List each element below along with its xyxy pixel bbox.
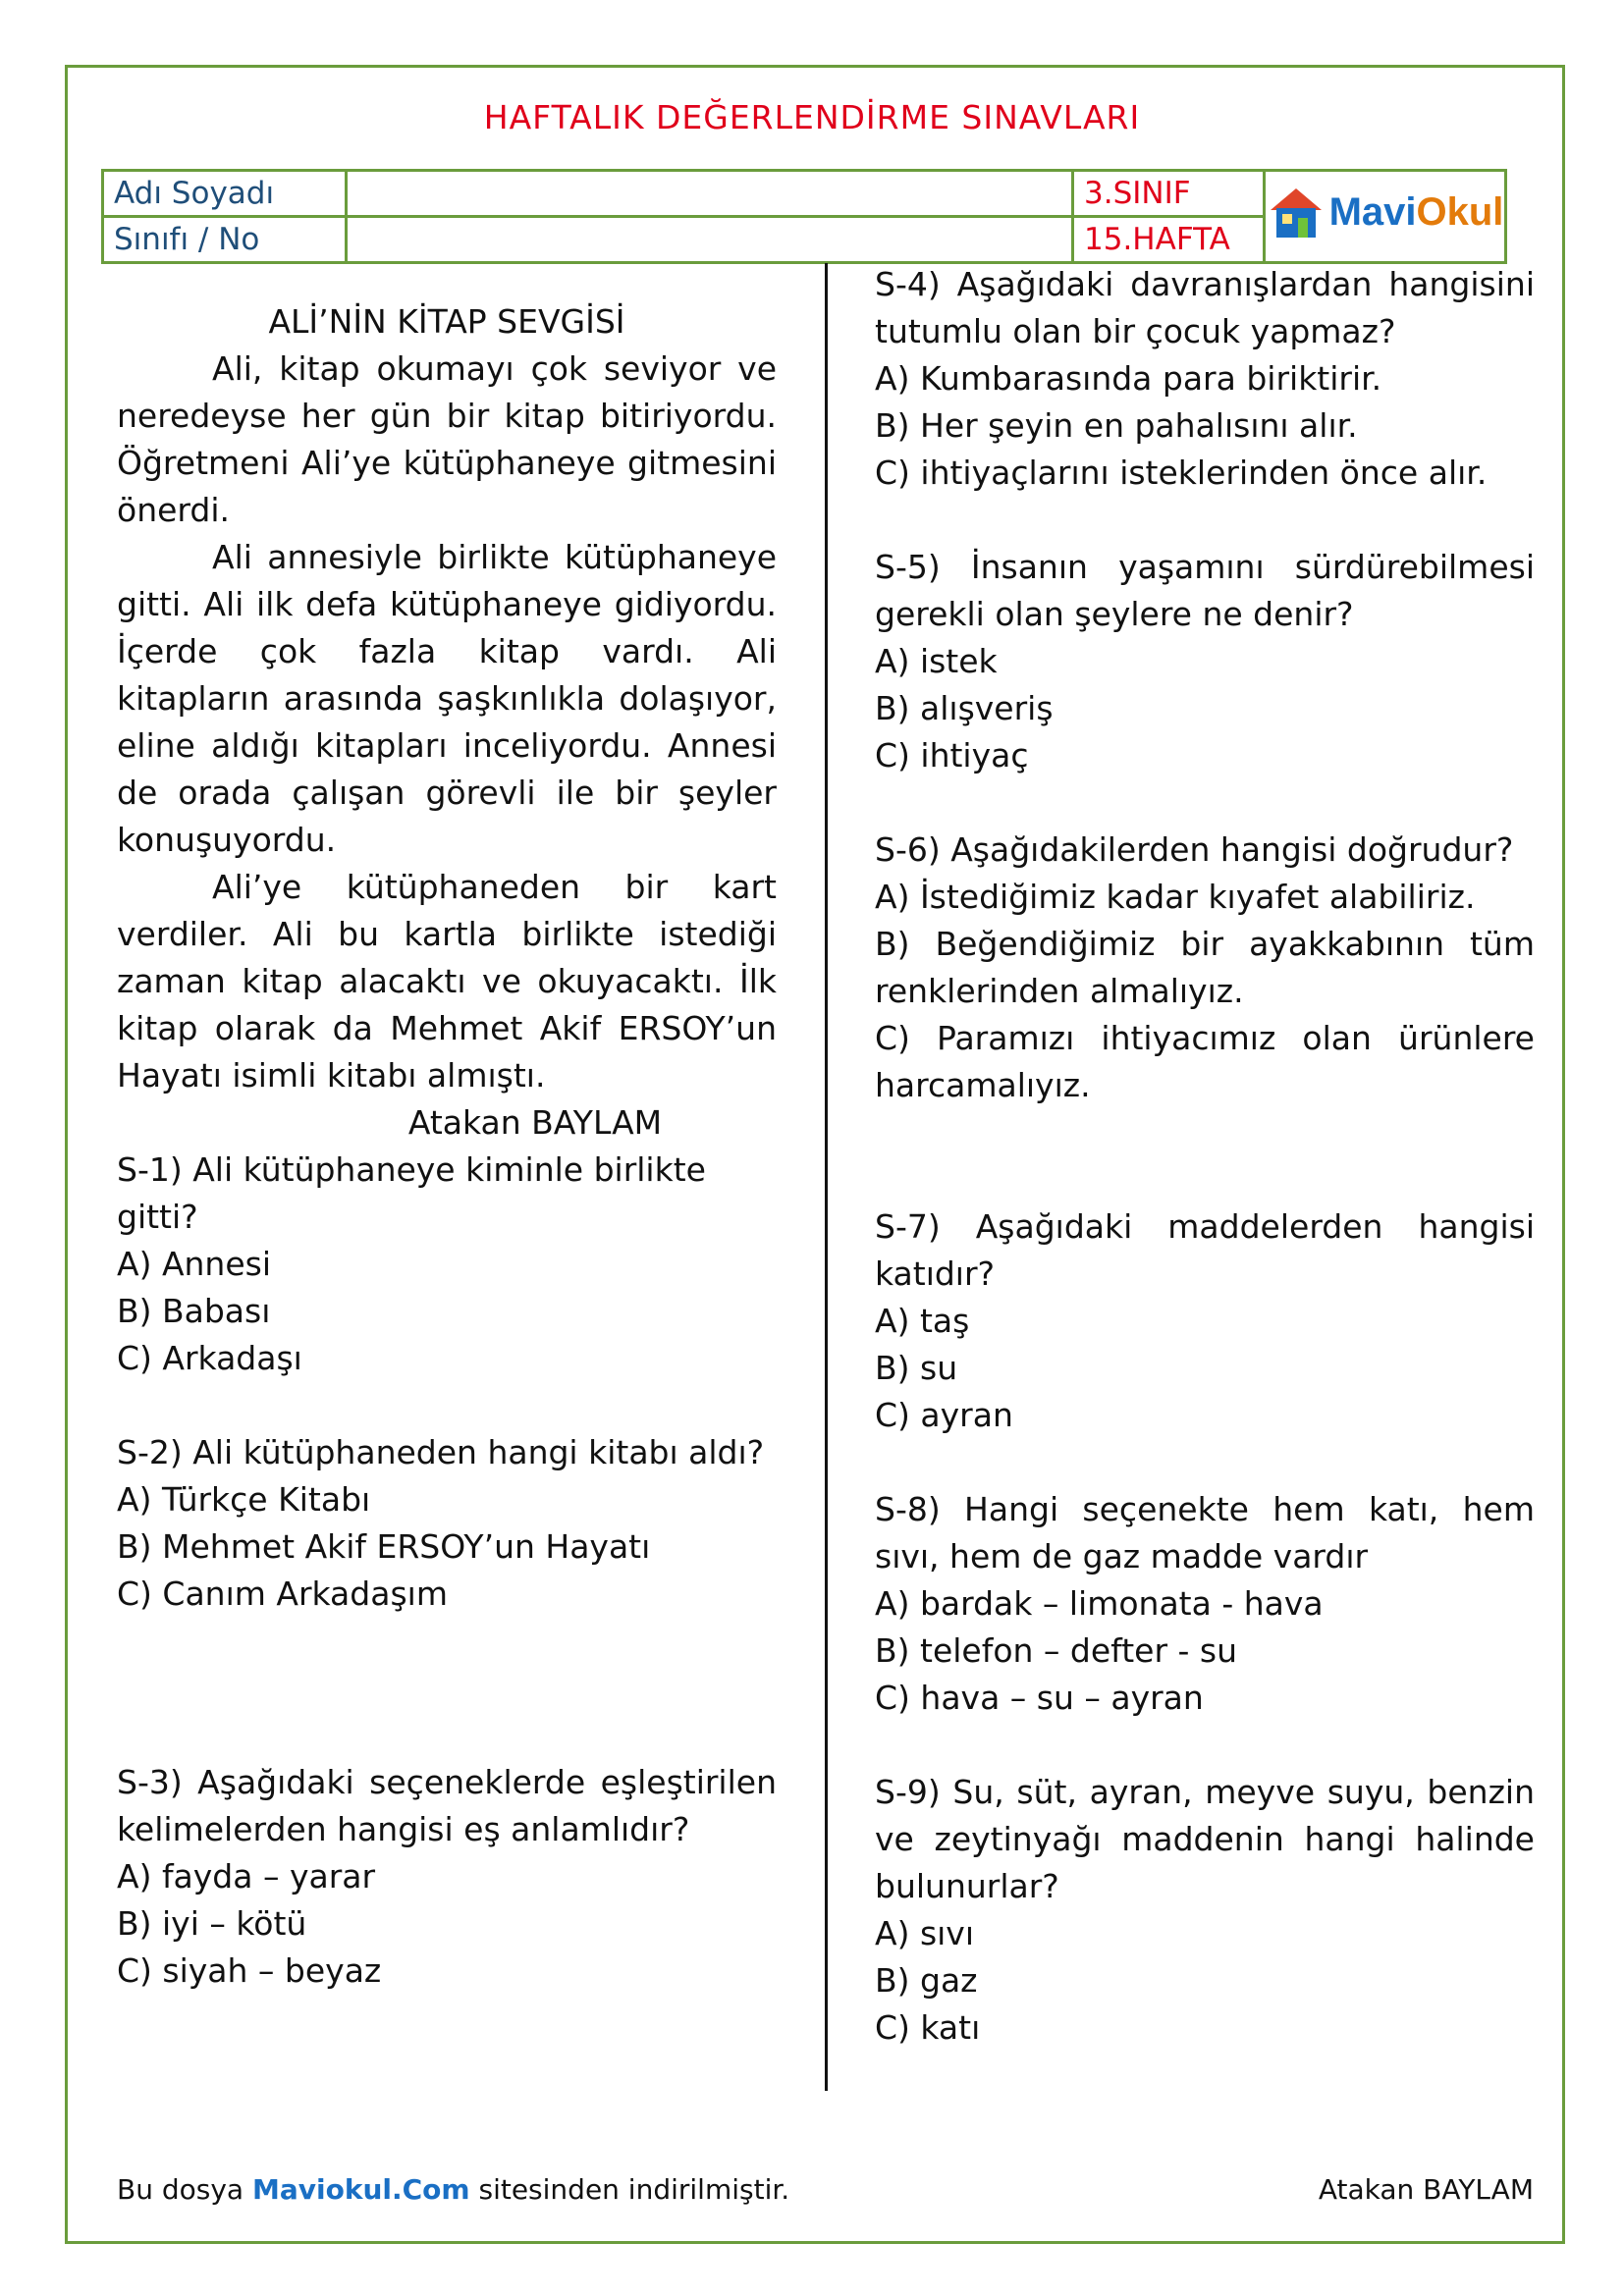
question-text: S-5) İnsanın yaşamını sürdürebilmesi gerekli olan şeylere ne denir? [875,548,1535,633]
answer-option: B) gaz [875,1961,978,2000]
story-title: ALİ’NİN KİTAP SEVGİSİ [268,302,625,341]
answer-option: B) Babası [117,1292,271,1330]
story-author: Atakan BAYLAM [407,1103,663,1142]
site-link[interactable]: Maviokul.Com [251,2173,470,2206]
question-text: S-4) Aşağıdaki davranışlardan hangisini tutumlu olan bir çocuk yapmaz? [875,265,1535,350]
answer-option: B) Beğendiğimiz bir ayakkabının tüm renklerinden almalıyız. [875,925,1535,1010]
answer-option: A) taş [875,1302,970,1340]
question-text: S-8) Hangi seçenekte hem katı, hem sıvı, hem de gaz madde vardır [875,1490,1535,1575]
question-text: S-2) Ali kütüphaneden hangi kitabı aldı? [117,1433,765,1471]
left-column [117,298,777,1995]
answer-option: A) Annesi [117,1245,272,1283]
answer-option: C) ihtiyaçlarını isteklerinden önce alır. [875,454,1488,492]
question-text: S-6) Aşağıdakilerden hangisi doğrudur? [875,830,1514,869]
house-icon [1267,185,1326,241]
answer-option: C) Paramızı ihtiyacımız olan ürünlere harcamalıyız. [875,1019,1535,1104]
answer-option: B) iyi – kötü [117,1904,307,1943]
name-field[interactable] [347,171,1073,217]
class-field[interactable] [347,217,1073,263]
story-paragraph: Ali’ye kütüphaneden bir kart verdiler. Ali bu kartla birlikte istediği zaman kitap alacaktı ve okuyacaktı. İlk kitap olarak da Mehmet Akif ERSOY’un Hayatı isimli kitabı almıştı. [117,868,777,1095]
logo-wordmark: MaviOkul [1328,190,1504,234]
class-label: Sınıfı / No [103,217,347,263]
answer-option: A) sıvı [875,1914,974,1952]
student-info-table [101,169,1507,264]
footer-source: Bu dosya Maviokul.Com sitesinden indirilmiştir. [117,2173,790,2206]
answer-option: B) su [875,1349,958,1387]
answer-option: C) katı [875,2008,981,2047]
answer-option: B) alışveriş [875,689,1054,727]
logo-cell [1265,171,1506,263]
answer-option: C) Arkadaşı [117,1339,302,1377]
name-label: Adı Soyadı [103,171,347,217]
story-paragraph: Ali annesiyle birlikte kütüphaneye gitti. Ali ilk defa kütüphaneye gidiyordu. İçerde çok fazla kitap vardı. Ali kitapların arasında şaşkınlıkla dolaşıyor, eline aldığı kitapları inceliyordu. Annesi de orada çalışan görevli ile bir şeyler konuşuyordu. [117,538,777,859]
answer-option: C) hava – su – ayran [875,1679,1204,1717]
answer-option: B) Mehmet Akif ERSOY’un Hayatı [117,1527,651,1566]
answer-option: A) istek [875,642,998,680]
answer-option: A) İstediğimiz kadar kıyafet alabiliriz. [875,878,1476,916]
answer-option: C) ayran [875,1396,1013,1434]
answer-option: C) siyah – beyaz [117,1951,382,1990]
maviokul-logo [1267,185,1504,241]
answer-option: A) Türkçe Kitabı [117,1480,371,1519]
grade-label: 3.SINIF [1073,171,1265,217]
answer-option: C) Canım Arkadaşım [117,1575,448,1613]
answer-option: A) fayda – yarar [117,1857,376,1896]
answer-option: A) bardak – limonata - hava [875,1584,1324,1623]
story-paragraph: Ali, kitap okumayı çok seviyor ve neredeyse her gün bir kitap bitiriyordu. Öğretmeni Ali’ye kütüphaneye gitmesini önerdi. [117,349,777,529]
page-title: HAFTALIK DEĞERLENDİRME SINAVLARI [483,98,1141,136]
right-column [875,261,1535,2052]
answer-option: B) Her şeyin en pahalısını alır. [875,406,1358,445]
week-label: 15.HAFTA [1073,217,1265,263]
answer-option: C) ihtiyaç [875,736,1029,774]
question-text: S-9) Su, süt, ayran, meyve suyu, benzin ve zeytinyağı maddenin hangi halinde bulunurlar? [875,1773,1535,1905]
question-text: S-7) Aşağıdaki maddelerden hangisi katıdır? [875,1207,1535,1293]
column-divider [825,263,828,2091]
footer-author: Atakan BAYLAM [1318,2173,1534,2206]
question-text: S-3) Aşağıdaki seçeneklerde eşleştirilen kelimelerden hangisi eş anlamlıdır? [117,1763,777,1848]
answer-option: A) Kumbarasında para biriktirir. [875,359,1382,398]
answer-option: B) telefon – defter - su [875,1631,1238,1670]
question-text: S-1) Ali kütüphaneye kiminle birlikte gitti? [117,1150,706,1236]
